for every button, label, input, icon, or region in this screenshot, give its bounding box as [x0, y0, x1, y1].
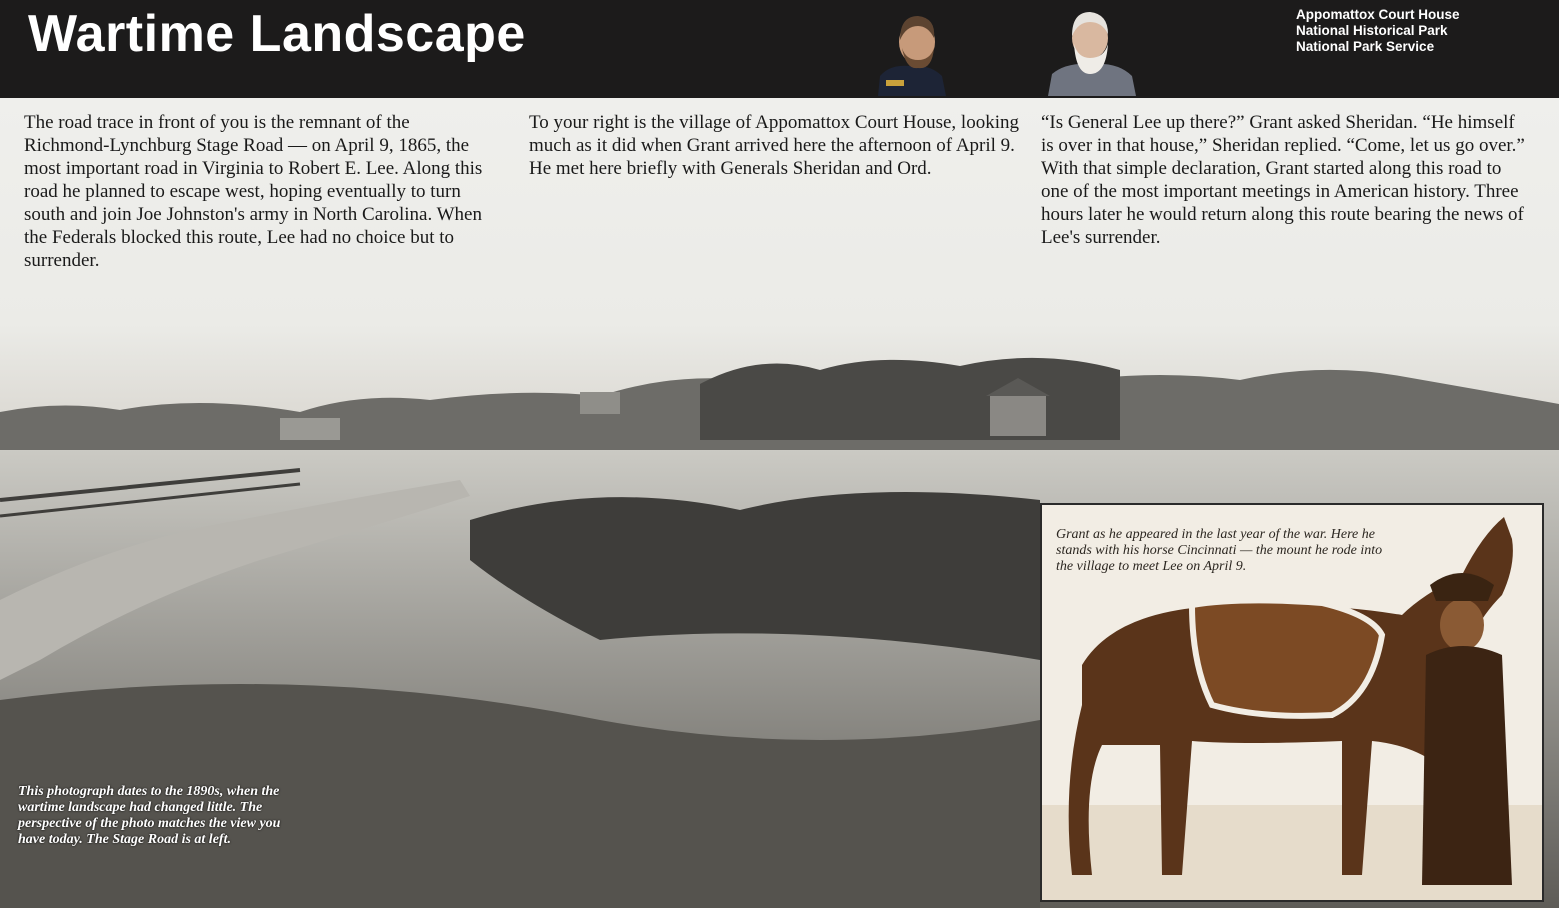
lee-portrait [1046, 4, 1138, 96]
agency-line: National Park Service [1296, 39, 1435, 54]
agency-line: National Historical Park [1296, 23, 1448, 38]
body-text-2: To your right is the village of Appomattox Court House, looking much as it did when Grant arrived here the afternoon of April 9. He met here briefly with Generals Sheridan and Ord. [529, 112, 1019, 179]
photo-caption: This photograph dates to the 1890s, when the wartime landscape had changed little. The perspective of the photo matches the view you have today. The Stage Road is at left. [18, 784, 281, 847]
agency-line: Appomattox Court House [1296, 7, 1460, 22]
agency-block [1296, 7, 1460, 55]
body-column-3 [1041, 111, 1531, 249]
inset-caption: Grant as he appeared in the last year of the war. Here he stands with his horse Cincinnati — the mount he rode into the village to meet Lee on April 9. [1056, 527, 1383, 574]
body-column-1 [24, 111, 484, 272]
body-text-1: The road trace in front of you is the remnant of the Richmond-Lynchburg Stage Road — on April 9, 1865, the most important road in Virginia to Robert E. Lee. Along this road he planned to escape west, hoping eventually to turn south and join Joe Johnston's army in North Carolina. When the Federals blocked this route, Lee had no choice but to surrender. [24, 112, 483, 271]
sign-title: Wartime Landscape [28, 5, 526, 63]
inset-photo-frame [1040, 503, 1544, 902]
body-text-3: “Is General Lee up there?” Grant asked Sheridan. “He himself is over in that house,” Sheridan replied. “Come, let us go over.” With that simple declaration, Grant started along this road to one of the most important meetings in American history. Three hours later he would return along this route bearing the news of Lee's surrender. [1041, 112, 1525, 248]
sign-header [0, 0, 1559, 98]
body-column-2 [529, 111, 1029, 180]
grant-portrait [870, 4, 962, 96]
